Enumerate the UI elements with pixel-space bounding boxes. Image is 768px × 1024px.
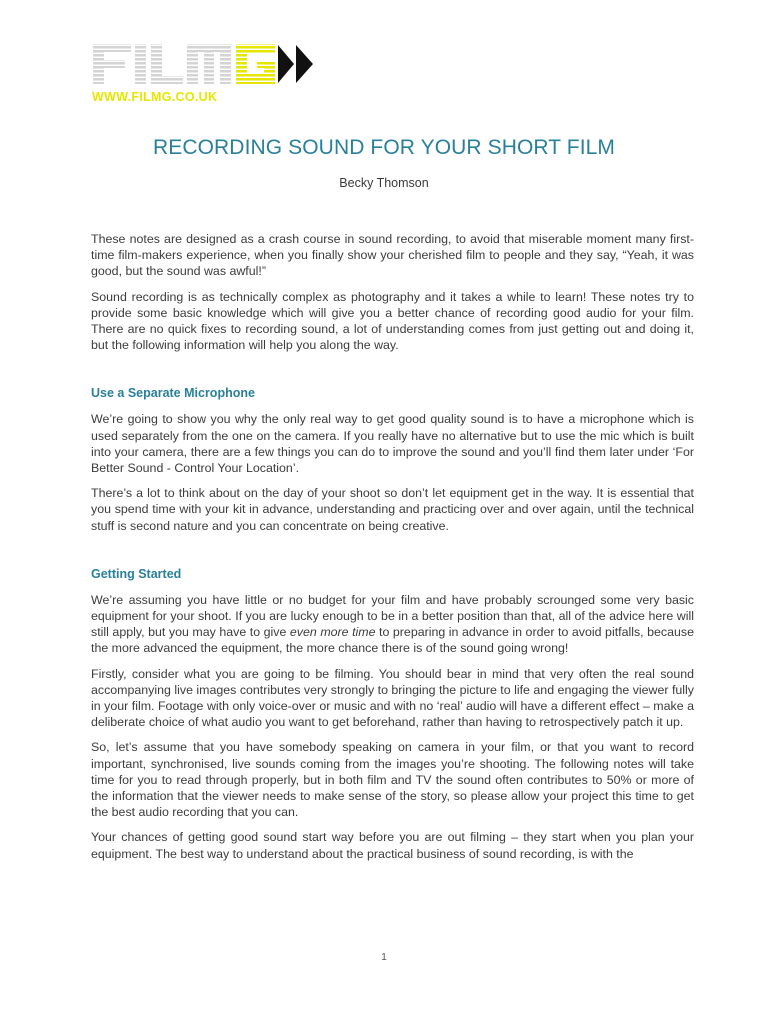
page-number: 1 (381, 952, 387, 963)
section2-paragraph-2: Firstly, consider what you are going to be filming. You should bear in mind that very often the real sound accompanying live images contributes very strongly to bringing the picture to life and engaging the viewer fully in your film. Footage with only voice-over or music and with no ‘real’ audio will have a different effect – make a deliberate choice of what audio you want to get beforehand, rather than having to retrospectively patch it up. (91, 666, 694, 730)
document-title: RECORDING SOUND FOR YOUR SHORT FILM (152, 136, 616, 159)
intro-paragraph-1: These notes are designed as a crash course in sound recording, to avoid that miserable moment many first-time film-makers experience, when you finally show your cherished film to people and they say, “Yeah, it was good, but the sound was awful!” (91, 232, 694, 279)
section-heading-getting-started: Getting Started (91, 566, 182, 581)
logo-url: WWW.FILMG.CO.UK (92, 90, 218, 104)
section1-paragraph-1: We’re going to show you why the only real way to get good quality sound is to have a microphone which is used separately from the one on the camera. If you really have no alternative but to use the mic which is built into your camera, there are a few things you can do to improve the sound and you’ll find them later under ‘For Better Sound - Control Your Location’. (91, 412, 694, 476)
section2-paragraph-4: Your chances of getting good sound start way before you are out filming – they start when you plan your equipment. The best way to understand about the practical business of sound recording, is with the (91, 830, 694, 861)
section2-paragraph-1-text-b: to preparing in advance in order to avoid pitfalls, because the more advanced the equipment, the more chance there is of the sound going wrong! (91, 625, 694, 656)
document-body (91, 231, 694, 871)
section2-paragraph-3: So, let’s assume that you have somebody speaking on camera in your film, or that you want to record important, synchronised, live sounds coming from the images you’re shooting. The following notes will take time for you to read through properly, but in both film and TV the sound often contributes to 50% or more of the information that the viewer needs to make sense of the story, so please allow your project this time to get the best audio recording that you can. (91, 740, 694, 820)
section1-paragraph-2: There’s a lot to think about on the day of your shoot so don’t let equipment get in the way. It is essential that you spend time with your kit in advance, understanding and practicing over and over again, until the technical stuff is second nature and you can concentrate on being creative. (91, 486, 694, 533)
intro-paragraph-2: Sound recording is as technically complex as photography and it takes a while to learn! These notes try to provide some basic knowledge which will give you a better chance of recording good audio for your film. There are no quick fixes to recording sound, a lot of understanding comes from just getting out and doing it, but the following information will help you along the way. (91, 289, 694, 353)
section2-paragraph-1 (91, 592, 694, 657)
document-author: Becky Thomson (339, 176, 429, 190)
section-heading-separate-microphone: Use a Separate Microphone (91, 386, 255, 401)
filmg-wordmark-icon (91, 38, 321, 90)
section2-paragraph-1-emphasis: even more time (289, 625, 376, 640)
section2-paragraph-1-text-a: We’re assuming you have little or no budget for your film and have probably scrounged some very basic equipment for your shoot. If you are lucky enough to be in a better position than that, all of the advice here will still apply, but you may have to give (91, 592, 694, 640)
